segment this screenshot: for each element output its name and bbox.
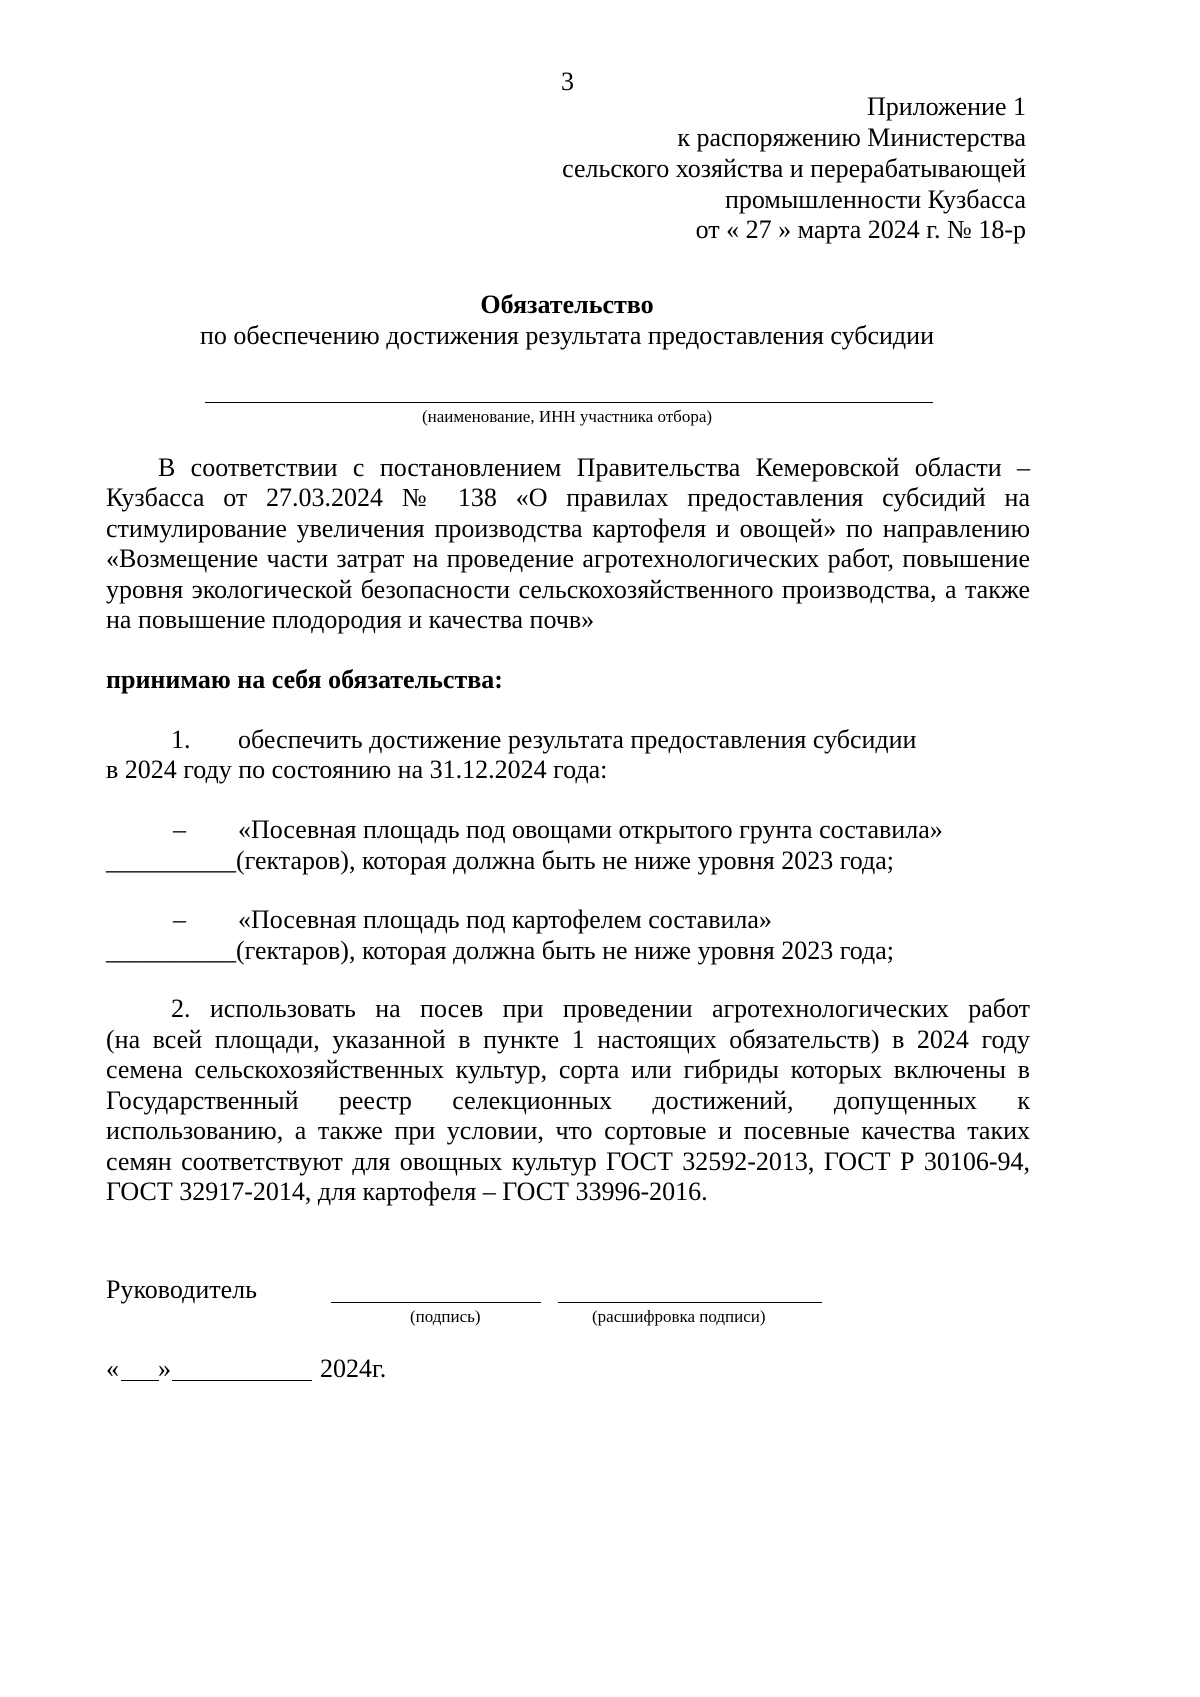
item2-line-5: использованию, а также при условии, что сортовые и посевные качества таких (106, 1116, 1030, 1145)
bullet-a-line-2: (гектаров), которая должна быть не ниже уровня 2023 года; (236, 846, 894, 875)
appendix-line-1: Приложение 1 (866, 92, 1026, 121)
intro-line-3: стимулирование увеличения производства картофеля и овощей» по направлению (106, 514, 1030, 543)
item2-line-4: Государственный реестр селекционных достижений, допущенных к (106, 1086, 1030, 1115)
appendix-line-5: от « 27 » марта 2024 г. № 18-р (695, 215, 1026, 244)
bullet-a-blank: __________ (106, 846, 236, 875)
appendix-line-3: сельского хозяйства и перерабатывающей (562, 154, 1026, 183)
document-title: Обязательство (480, 290, 654, 319)
signature-line (331, 1302, 541, 1303)
signature-decoding-line (558, 1302, 822, 1303)
date-year: 2024г. (320, 1354, 387, 1383)
date-close-quote: » (158, 1354, 171, 1383)
item1-line-1: обеспечить достижение результата предоставления субсидии (238, 725, 917, 754)
bullet-b-line-2: (гектаров), которая должна быть не ниже уровня 2023 года; (236, 936, 894, 965)
date-month-line (172, 1380, 312, 1381)
item1-line-2: в 2024 году по состоянию на 31.12.2024 года: (106, 755, 608, 784)
intro-line-4: «Возмещение части затрат на проведение агротехнологических работ, повышение (106, 544, 1030, 573)
bullet-b-blank: __________ (106, 936, 236, 965)
intro-line-1: В соответствии с постановлением Правительства Кемеровской области – (158, 453, 1030, 482)
appendix-line-4: промышленности Кузбасса (724, 185, 1026, 214)
participant-name-line (205, 402, 933, 403)
document-subtitle: по обеспечению достижения результата предоставления субсидии (200, 321, 934, 350)
commitment-heading: принимаю на себя обязательства: (106, 665, 503, 694)
signature-decoding-caption: (расшифровка подписи) (592, 1307, 766, 1326)
intro-line-5: уровня экологической безопасности сельскохозяйственного производства, а также (106, 575, 1030, 604)
item2-line-7: ГОСТ 32917-2014, для картофеля – ГОСТ 33996-2016. (106, 1177, 708, 1206)
bullet-a-line-1: «Посевная площадь под овощами открытого грунта составила» (238, 815, 943, 844)
participant-caption: (наименование, ИНН участника отбора) (421, 407, 713, 426)
page-number: 3 (561, 67, 574, 96)
signature-role: Руководитель (106, 1275, 257, 1304)
item2-line-2: (на всей площади, указанной в пункте 1 настоящих обязательств) в 2024 году (106, 1025, 1030, 1054)
intro-line-6: на повышение плодородия и качества почв» (106, 605, 595, 634)
item2-line-3: семена сельскохозяйственных культур, сорта или гибриды которых включены в (106, 1055, 1030, 1084)
bullet-a-dash: – (173, 815, 186, 844)
item2-line-6: семян соответствуют для овощных культур ГОСТ 32592-2013, ГОСТ Р 30106-94, (106, 1147, 1030, 1176)
item2-line-1: 2. использовать на посев при проведении агротехнологических работ (171, 994, 1030, 1023)
intro-line-2: Кузбасса от 27.03.2024 № 138 «О правилах предоставления субсидий на (106, 483, 1030, 512)
date-open-quote: « (106, 1354, 119, 1383)
item1-number: 1. (171, 725, 191, 754)
signature-caption: (подпись) (410, 1307, 481, 1326)
appendix-line-2: к распоряжению Министерства (677, 123, 1026, 152)
bullet-b-dash: – (173, 905, 186, 934)
date-day-line (121, 1380, 159, 1381)
bullet-b-line-1: «Посевная площадь под картофелем составила» (238, 905, 772, 934)
